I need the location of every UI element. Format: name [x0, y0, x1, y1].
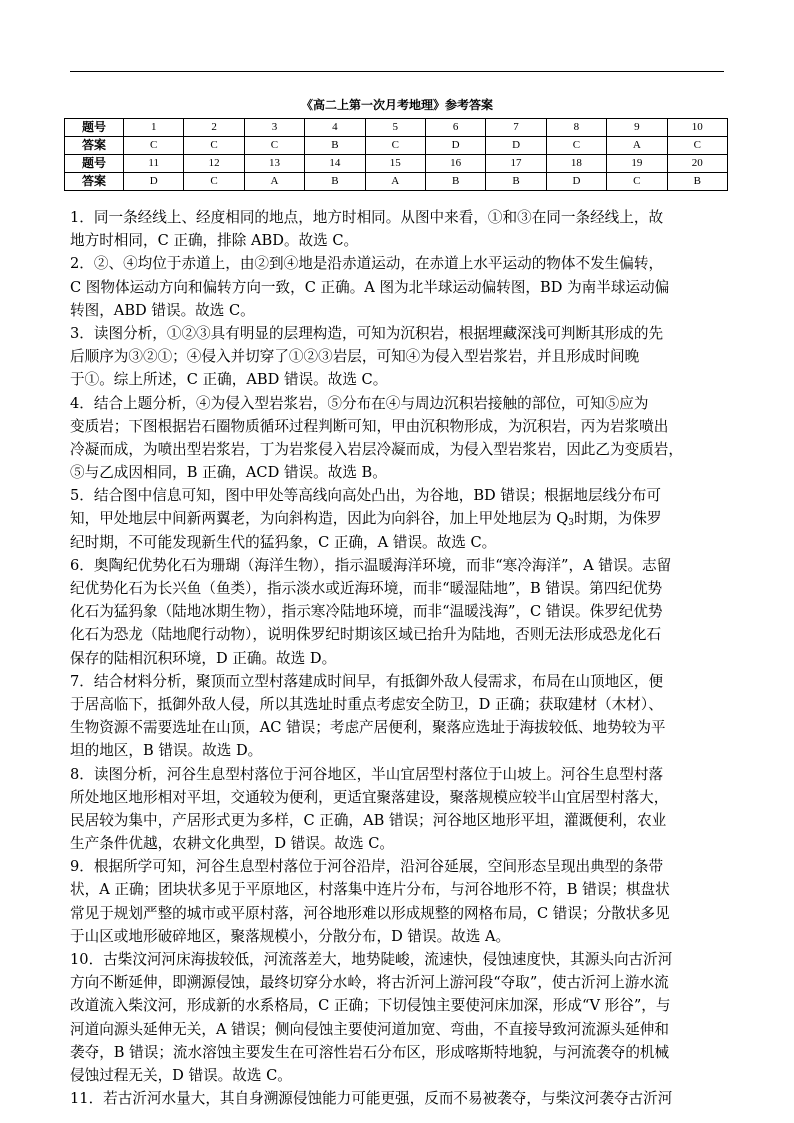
question-number-cell: 1	[124, 119, 184, 137]
explanation-line: 纪时期，不可能发现新生代的猛犸象，C 正确，A 错误。故选 C。	[70, 533, 497, 551]
explanation-line: 侵蚀过程无关，D 错误。故选 C。	[70, 1066, 292, 1084]
answer-explanations	[70, 206, 726, 1110]
question-number-cell: 7	[486, 119, 546, 137]
answer-cell: A	[244, 173, 304, 191]
explanation-line: 8．读图分析，河谷生息型村落位于河谷地区，半山宜居型村落位于山坡上。河谷生息型村落	[70, 765, 664, 783]
question-number-header: 题号	[65, 119, 124, 137]
answer-cell: B	[425, 173, 485, 191]
explanation-text: 时期，为侏罗	[573, 510, 662, 528]
explanation-line: 生物资源不需要选址在山顶，AC 错误；考虑产居便利，聚落应选址于海拔较低、地势较为平	[70, 719, 666, 737]
page-title: 《高二上第一次月考地理》参考答案	[300, 98, 493, 112]
answer-cell: A	[365, 173, 425, 191]
explanation-line: 9．根据所学可知，河谷生息型村落位于河谷沿岸，沿河谷延展，空间形态呈现出典型的条带	[70, 858, 664, 876]
explanation-line: 7．结合材料分析，聚顶而立型村落建成时间早，有抵御外敌人侵需求，布局在山顶地区，便	[70, 672, 664, 690]
explanation-line: 4．结合上题分析，④为侵入型岩浆岩，⑤分布在④与周边沉积岩接触的部位，可知⑤应为	[70, 394, 649, 412]
explanation-line: 3．读图分析，①②③具有明显的层理构造，可知为沉积岩，根据埋藏深浅可判断其形成的先	[70, 324, 664, 342]
explanation-line: 变质岩；下图根据岩石圈物质循环过程判断可知，甲由沉积物形成，为沉积岩，丙为岩浆喷出	[70, 417, 669, 435]
explanation-line: 保存的陆相沉积环境，D 正确。故选 D。	[70, 649, 337, 667]
explanation-line: 2．②、④均位于赤道上，由②到④地是沿赤道运动，在赤道上水平运动的物体不发生偏转，	[70, 255, 664, 273]
answer-cell: C	[607, 173, 667, 191]
answer-cell: D	[124, 173, 184, 191]
answer-header: 答案	[65, 173, 124, 191]
question-number-cell: 18	[546, 155, 606, 173]
explanation-text: 知，甲处地层中间新两翼老，为向斜构造，因此为向斜谷，加上甲处地层为 Q	[70, 510, 569, 528]
answer-cell: B	[305, 173, 365, 191]
explanation-line: 化石为恐龙（陆地爬行动物），说明侏罗纪时期该区域已抬升为陆地，否则无法形成恐龙化石	[70, 626, 662, 644]
explanation-line: C 图物体运动方向和偏转方向一致，C 正确。A 图为北半球运动偏转图，BD 为南半球运动偏	[70, 278, 670, 296]
explanation-line: 河道向源头延伸无关，A 错误；侧向侵蚀主要使河道加宽、弯曲，不直接导致河流源头延伸和	[70, 1020, 669, 1038]
question-number-cell: 14	[305, 155, 365, 173]
answer-cell: C	[365, 137, 425, 155]
quaternary-subscript: 3	[568, 518, 574, 529]
answer-cell: A	[607, 137, 667, 155]
explanation-line: 于①。综上所述，C 正确，ABD 错误。故选 C。	[70, 371, 388, 389]
explanation-line: 于居高临下，抵御外敌人侵，所以其选址时重点考虑安全防卫，D 正确；获取建材（木材）、	[70, 695, 663, 713]
table-row	[65, 119, 728, 137]
question-number-cell: 9	[607, 119, 667, 137]
answer-cell: D	[546, 173, 606, 191]
explanation-line: 袭夺，B 错误；流水溶蚀主要发生在可溶性岩石分布区，形成喀斯特地貌，与河流袭夺的机械	[70, 1043, 670, 1061]
answer-cell: C	[184, 173, 244, 191]
explanation-line: 1．同一条经线上、经度相同的地点，地方时相同。从图中来看，①和③在同一条经线上，故	[70, 209, 664, 226]
header-rule	[70, 71, 724, 72]
explanation-line: 所处地区地形相对平坦，交通较为便利，更适宜聚落建设，聚落规模应较半山宜居型村落大，	[70, 788, 669, 806]
question-number-cell: 20	[667, 155, 727, 173]
answer-cell: C	[667, 137, 727, 155]
question-number-cell: 8	[546, 119, 606, 137]
explanation-line: 5．结合图中信息可知，图中甲处等高线向高处凸出，为谷地，BD 错误；根据地层线分布可	[70, 487, 661, 505]
explanation-line: 方向不断延伸，即溯源侵蚀，最终切穿分水岭，将古沂河上游河段“夺取”，使古沂河上游水流	[70, 974, 669, 992]
table-row	[65, 137, 728, 155]
question-number-cell: 3	[244, 119, 304, 137]
question-number-cell: 4	[305, 119, 365, 137]
explanation-line: 常见于规划严整的城市或平原村落，河谷地形难以形成规整的网格布局，C 错误；分散状多见	[70, 904, 670, 922]
answer-cell: C	[184, 137, 244, 155]
answer-cell: B	[305, 137, 365, 155]
question-number-cell: 11	[124, 155, 184, 173]
answer-cell: C	[124, 137, 184, 155]
explanation-line: 10．古柴汶河河床海拔较低，河流落差大，地势陡峻，流速快，侵蚀速度快，其源头向古沂河	[70, 951, 673, 968]
answer-cell: B	[486, 173, 546, 191]
answer-cell: B	[667, 173, 727, 191]
question-number-cell: 10	[667, 119, 727, 137]
explanation-line: 转图，ABD 错误。故选 C。	[70, 301, 255, 319]
explanation-line: 化石为猛犸象（陆地冰期生物），指示寒冷陆地环境，而非“温暖浅海”，C 错误。侏罗纪优势	[70, 603, 663, 621]
explanation-line: 生产条件优越，农耕文化典型，D 错误。故选 C。	[70, 835, 395, 853]
answer-key-table	[64, 118, 728, 191]
answer-header: 答案	[65, 137, 124, 155]
question-number-cell: 6	[425, 119, 485, 137]
explanation-line: 民居较为集中，产居形式更为多样，C 正确，AB 错误；河谷地区地形平坦，灌溉便利，农业	[70, 811, 667, 829]
explanation-line: 纪优势化石为长兴鱼（鱼类），指示淡水或近海环境，而非“暖湿陆地”，B 错误。第四纪优势	[70, 580, 663, 597]
answer-cell: C	[244, 137, 304, 155]
answer-cell: D	[425, 137, 485, 155]
explanation-line: 于山区或地形破碎地区，聚落规模小，分散分布，D 错误。故选 A。	[70, 927, 511, 945]
explanation-line: 6．奥陶纪优势化石为珊瑚（海洋生物），指示温暖海洋环境，而非“寒冷海洋”，A 错误。志留	[70, 556, 672, 574]
explanation-line: 11．若古沂河水量大，其自身溯源侵蚀能力可能更强，反而不易被袭夺，与柴汶河袭夺古沂河	[70, 1090, 673, 1108]
explanation-line: 坦的地区，B 错误。故选 D。	[70, 742, 263, 760]
explanation-line: 状，A 正确；团块状多见于平原地区，村落集中连片分布，与河谷地形不符，B 错误；棋盘状	[70, 881, 670, 899]
explanation-line: 地方时相同，C 正确，排除 ABD。故选 C。	[70, 232, 359, 250]
question-number-cell: 12	[184, 155, 244, 173]
question-number-cell: 19	[607, 155, 667, 173]
question-number-cell: 5	[365, 119, 425, 137]
answer-cell: D	[486, 137, 546, 155]
explanation-line: 改道流入柴汶河，形成新的水系格局，C 正确；下切侵蚀主要使河床加深，形成“V 形谷”，与	[70, 997, 671, 1015]
table-row	[65, 173, 728, 191]
answer-cell: C	[546, 137, 606, 155]
question-number-cell: 17	[486, 155, 546, 173]
explanation-line: 后顺序为③②①；④侵入并切穿了①②③岩层，可知④为侵入型岩浆岩，并且形成时间晚	[70, 348, 640, 366]
explanation-line	[70, 507, 726, 530]
question-number-cell: 16	[425, 155, 485, 173]
question-number-cell: 13	[244, 155, 304, 173]
explanation-line: ⑤与乙成因相同，B 正确，ACD 错误。故选 B。	[70, 464, 387, 482]
question-number-header: 题号	[65, 155, 124, 173]
explanation-line: 冷凝而成，为喷出型岩浆岩，丁为岩浆侵入岩层冷凝而成，为侵入型岩浆岩，因此乙为变质岩，	[70, 440, 683, 458]
table-row	[65, 155, 728, 173]
question-number-cell: 2	[184, 119, 244, 137]
question-number-cell: 15	[365, 155, 425, 173]
